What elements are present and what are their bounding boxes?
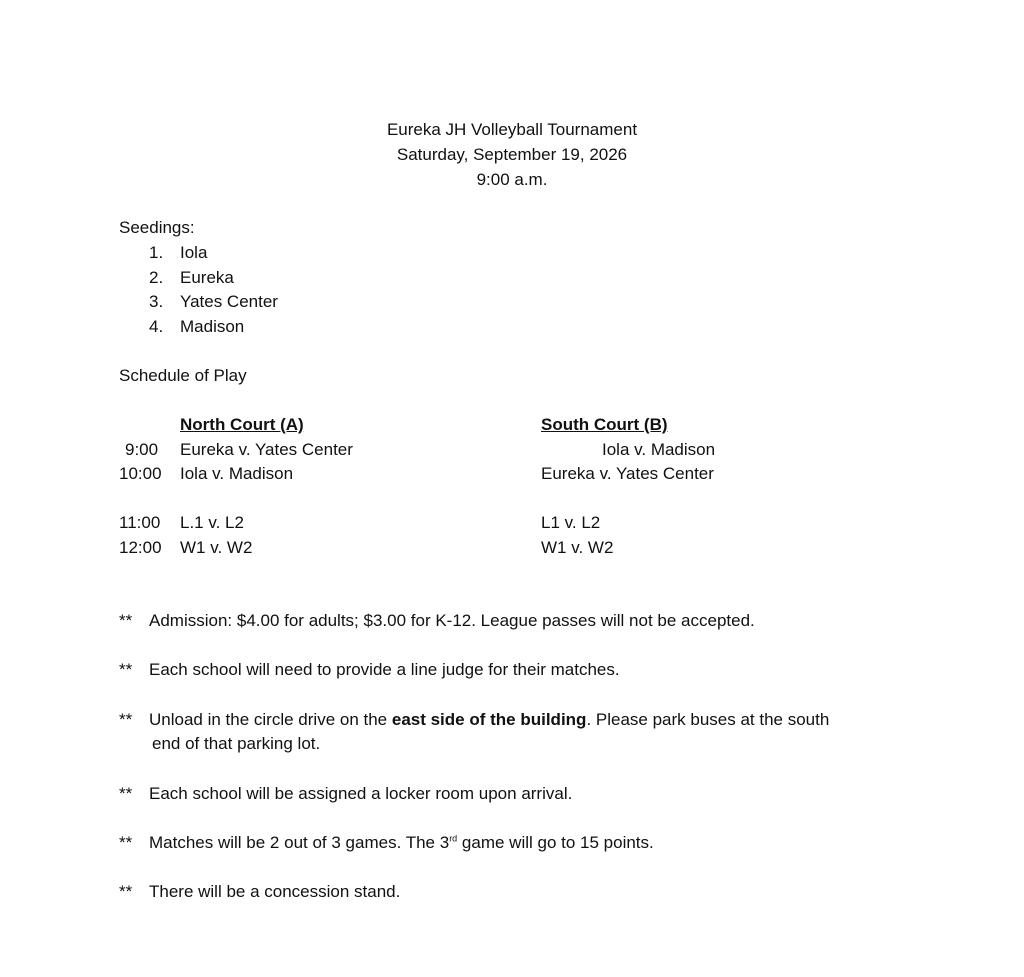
seed-number: 4. xyxy=(149,317,164,336)
north-court-match: Iola v. Madison xyxy=(180,464,294,483)
note-marker: ** xyxy=(119,611,133,630)
note-matches-end: game will go to 15 points. xyxy=(457,833,654,852)
note-unload-end: . Please park buses at the south xyxy=(586,710,830,729)
document-date: Saturday, September 19, 2026 xyxy=(396,145,628,164)
note-marker: ** xyxy=(119,710,133,729)
seed-team: Eureka xyxy=(180,268,234,287)
note-unload-continuation: end of that parking lot. xyxy=(152,734,321,753)
north-court-heading: North Court (A) xyxy=(180,415,304,434)
seedings-label: Seedings: xyxy=(119,218,195,237)
schedule-time: 12:00 xyxy=(119,538,162,557)
south-court-match: W1 v. W2 xyxy=(541,538,614,557)
south-court-match: L1 v. L2 xyxy=(541,513,601,532)
seed-team: Madison xyxy=(180,317,245,336)
note-marker: ** xyxy=(119,784,133,803)
document-title: Eureka JH Volleyball Tournament xyxy=(386,120,638,139)
north-court-match: W1 v. W2 xyxy=(180,538,253,557)
note-matches-superscript: rd xyxy=(449,833,458,844)
schedule-time: 10:00 xyxy=(119,464,162,483)
note-marker: ** xyxy=(119,882,133,901)
document-time: 9:00 a.m. xyxy=(476,170,548,189)
note-unload-start: Unload in the circle drive on the xyxy=(149,710,392,729)
note-unload xyxy=(149,709,829,731)
schedule-time: 9:00 xyxy=(125,440,159,459)
note-matches-start: Matches will be 2 out of 3 games. The 3 xyxy=(149,833,450,852)
north-court-match: L.1 v. L2 xyxy=(180,513,244,532)
seed-team: Iola xyxy=(180,243,208,262)
seed-number: 2. xyxy=(149,268,164,287)
schedule-label: Schedule of Play xyxy=(119,366,247,385)
note-admission: Admission: $4.00 for adults; $3.00 for K-12. League passes will not be accepted. xyxy=(149,611,755,630)
north-court-match: Eureka v. Yates Center xyxy=(180,440,353,459)
south-court-match: Iola v. Madison xyxy=(602,440,716,459)
south-court-heading: South Court (B) xyxy=(541,415,668,434)
note-concession: There will be a concession stand. xyxy=(149,882,401,901)
note-unload-emphasis: east side of the building xyxy=(391,710,587,729)
seed-number: 3. xyxy=(149,292,164,311)
note-matches xyxy=(149,832,654,854)
seed-team: Yates Center xyxy=(180,292,278,311)
note-line-judge: Each school will need to provide a line judge for their matches. xyxy=(149,660,620,679)
note-locker-room: Each school will be assigned a locker room upon arrival. xyxy=(149,784,573,803)
seed-number: 1. xyxy=(149,243,164,262)
note-marker: ** xyxy=(119,833,133,852)
schedule-time: 11:00 xyxy=(119,513,161,532)
south-court-match: Eureka v. Yates Center xyxy=(541,464,714,483)
note-marker: ** xyxy=(119,660,133,679)
